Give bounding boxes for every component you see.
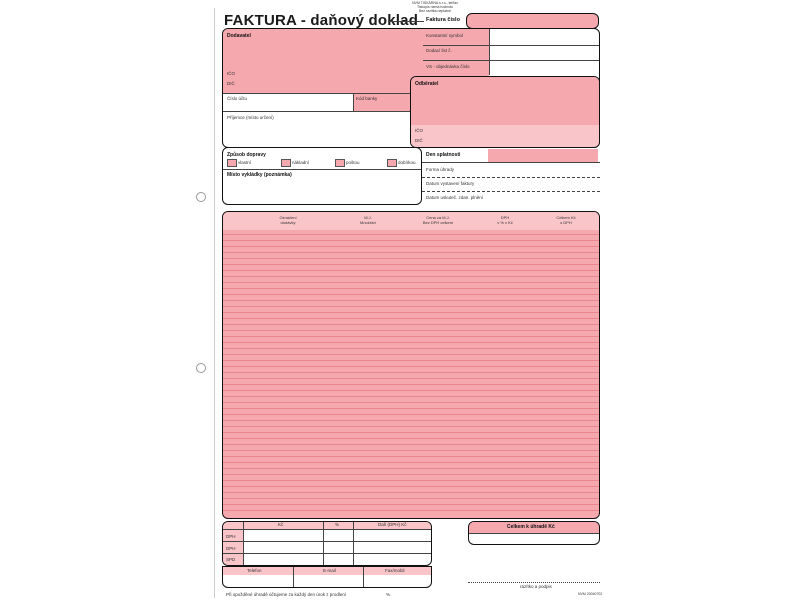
customer-dic-label: DIČ bbox=[415, 138, 423, 143]
item-row-line bbox=[223, 342, 599, 343]
customer-field[interactable] bbox=[411, 77, 600, 125]
item-row-line bbox=[223, 390, 599, 391]
item-row-line bbox=[223, 402, 599, 403]
item-row-line bbox=[223, 264, 599, 265]
invoice-number-label: Faktura číslo bbox=[426, 17, 460, 23]
item-row-line bbox=[223, 480, 599, 481]
item-row-line bbox=[223, 372, 599, 373]
transport-cod-checkbox[interactable] bbox=[387, 159, 397, 167]
col-total: Celkem Kč s DPH bbox=[556, 215, 576, 225]
item-row-line bbox=[223, 426, 599, 427]
transport-own-checkbox[interactable] bbox=[227, 159, 237, 167]
payment-form-label: Forma úhrady bbox=[426, 167, 455, 172]
recipient-label: Příjemce (místo určení) bbox=[227, 115, 274, 120]
item-row-line bbox=[223, 462, 599, 463]
item-row-line bbox=[223, 486, 599, 487]
item-row-line bbox=[223, 348, 599, 349]
late-payment-percent: %. bbox=[386, 592, 392, 597]
item-row-line bbox=[223, 366, 599, 367]
item-row-line bbox=[223, 234, 599, 235]
item-row-line bbox=[223, 300, 599, 301]
item-row-line bbox=[223, 468, 599, 469]
item-row-line bbox=[223, 288, 599, 289]
item-row-line bbox=[223, 258, 599, 259]
item-row-line bbox=[223, 306, 599, 307]
customer-label: Odběratel bbox=[415, 81, 439, 87]
item-row-line bbox=[223, 246, 599, 247]
printer-info: NVM TISKÁRNA s.r.o., tel/fax Tiskopis nemá hodnotu Bez razítka neplatné bbox=[412, 1, 458, 13]
col-unit-price: Cena za M.J. Bez DPH celkem bbox=[422, 215, 454, 225]
total-section bbox=[468, 521, 600, 545]
item-row-line bbox=[223, 444, 599, 445]
transport-freight-checkbox[interactable] bbox=[281, 159, 291, 167]
col-designation: Označení dodávky bbox=[279, 215, 297, 225]
due-date-label: Den splatnosti bbox=[426, 152, 461, 158]
item-row-line bbox=[223, 276, 599, 277]
supplier-ico-label: IČO bbox=[227, 71, 236, 76]
taxable-date-label: Datum uskuteč. zdan. plnění bbox=[426, 195, 484, 200]
customer-section bbox=[410, 76, 600, 148]
item-row-line bbox=[223, 282, 599, 283]
transport-label: Způsob dopravy bbox=[227, 152, 266, 158]
title-rule bbox=[388, 21, 424, 22]
unloading-label: Místo vykládky (poznámka) bbox=[227, 172, 292, 178]
item-row-line bbox=[223, 510, 599, 511]
total-label: Celkem k úhradě Kč bbox=[507, 524, 555, 530]
item-row-line bbox=[223, 498, 599, 499]
customer-ico-label: IČO bbox=[415, 128, 424, 133]
item-row-line bbox=[223, 294, 599, 295]
item-row-line bbox=[223, 312, 599, 313]
bank-code-label: Kód banky bbox=[356, 96, 378, 101]
punch-hole-bottom bbox=[196, 363, 206, 373]
supplier-label: Dodavatel bbox=[227, 33, 251, 39]
due-date-field[interactable] bbox=[488, 149, 598, 162]
item-row-line bbox=[223, 450, 599, 451]
item-row-line bbox=[223, 414, 599, 415]
dates-section bbox=[422, 147, 600, 205]
contact-row: Telefon E-mail Fax/mobil bbox=[222, 566, 432, 588]
signature-label: razítko a podpis bbox=[520, 584, 552, 589]
item-row-line bbox=[223, 330, 599, 331]
item-row-line bbox=[223, 504, 599, 505]
item-row-line bbox=[223, 396, 599, 397]
item-row-line bbox=[223, 408, 599, 409]
item-row-line bbox=[223, 378, 599, 379]
constant-symbol-label: Konstantní symbol bbox=[426, 33, 464, 38]
item-row-line bbox=[223, 432, 599, 433]
item-row-line bbox=[223, 336, 599, 337]
transport-section: Způsob dopravy vlastní nákladní poštou dobírkou Místo vykládky (poznámka) bbox=[222, 147, 422, 205]
order-number-label: VS - objednávka číslo bbox=[426, 64, 470, 69]
col-vat: DPH v % v Kč bbox=[497, 215, 513, 225]
item-row-line bbox=[223, 354, 599, 355]
invoice-number-field[interactable] bbox=[466, 13, 599, 29]
form-code: NVM 20040702 bbox=[578, 592, 603, 596]
item-row-line bbox=[223, 384, 599, 385]
item-row-line bbox=[223, 492, 599, 493]
item-row-line bbox=[223, 360, 599, 361]
supplier-dic-label: DIČ bbox=[227, 81, 235, 86]
punch-hole-top bbox=[196, 192, 206, 202]
total-field[interactable] bbox=[469, 534, 600, 545]
item-row-line bbox=[223, 474, 599, 475]
item-row-line bbox=[223, 252, 599, 253]
item-row-line bbox=[223, 240, 599, 241]
page-title: FAKTURA - daňový doklad bbox=[224, 12, 419, 29]
item-row-line bbox=[223, 456, 599, 457]
item-row-line bbox=[223, 438, 599, 439]
items-table[interactable] bbox=[222, 211, 600, 519]
item-row-line bbox=[223, 270, 599, 271]
vat-summary: Kč % Daň (DPH) Kč DPH DPH SPD bbox=[222, 521, 432, 566]
item-row-line bbox=[223, 420, 599, 421]
item-row-line bbox=[223, 318, 599, 319]
account-number-label: Číslo účtu bbox=[227, 96, 248, 101]
delivery-note-label: Dodací list č. bbox=[426, 48, 452, 53]
item-row-line bbox=[223, 324, 599, 325]
col-quantity: M.J. Množství bbox=[359, 215, 376, 225]
late-payment-note: Při opožděné úhradě účtujeme za každý den úrok z prodlení bbox=[226, 592, 347, 597]
transport-post-checkbox[interactable] bbox=[335, 159, 345, 167]
issue-date-label: Datum vystavení faktury bbox=[426, 181, 475, 186]
